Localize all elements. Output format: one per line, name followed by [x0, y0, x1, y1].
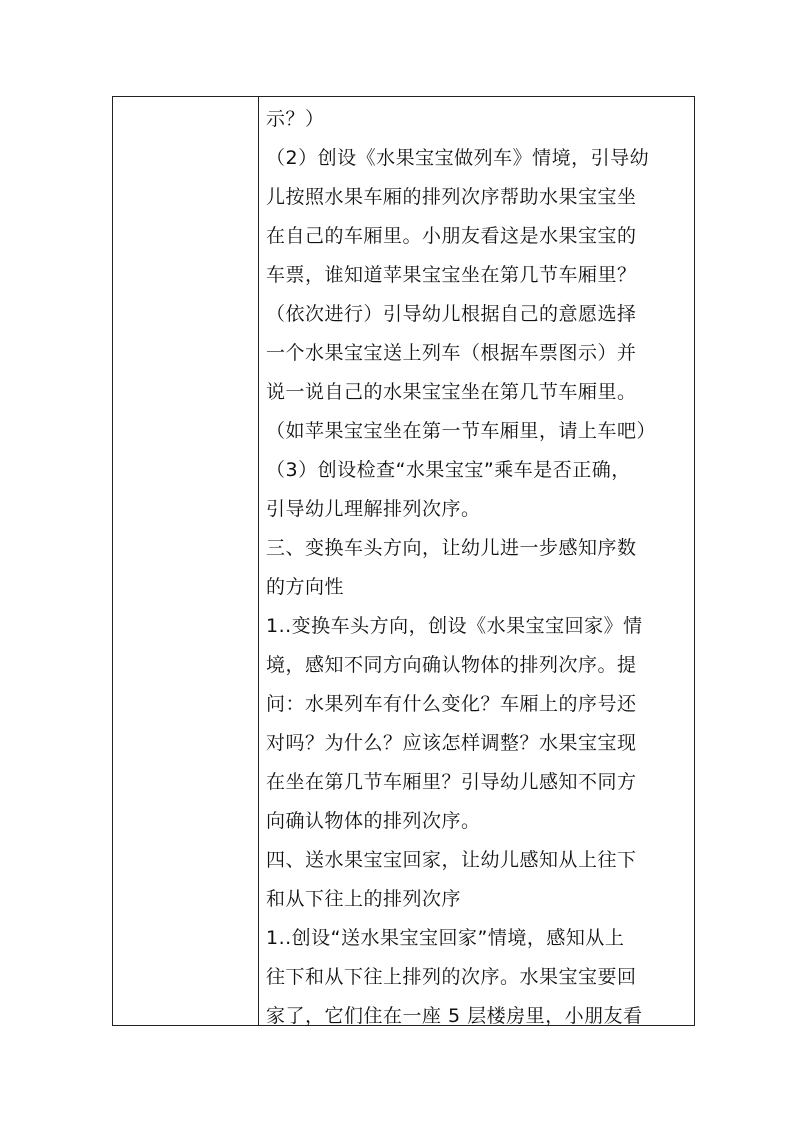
- text-line: 示？）: [266, 108, 325, 130]
- section-heading: 和从下往上的排列次序: [266, 888, 462, 910]
- text-line: 儿按照水果车厢的排列次序帮助水果宝宝坐: [266, 186, 637, 208]
- text-line: （3）创设检查“水果宝宝”乘车是否正确，: [266, 459, 631, 481]
- text-line: 1..变换车头方向，创设《水果宝宝回家》情: [266, 615, 643, 637]
- text-line: （依次进行）引导幼儿根据自己的意愿选择: [266, 303, 637, 325]
- text-line: 对吗？为什么？应该怎样调整？水果宝宝现: [266, 732, 637, 754]
- text-line: 问：水果列车有什么变化？车厢上的序号还: [266, 693, 637, 715]
- text-line: （2）创设《水果宝宝做列车》情境，引导幼: [266, 147, 650, 169]
- text-line: 一个水果宝宝送上列车（根据车票图示）并: [266, 342, 637, 364]
- text-line: 往下和从下往上排列的次序。水果宝宝要回: [266, 966, 637, 988]
- text-line: 境，感知不同方向确认物体的排列次序。提: [266, 654, 637, 676]
- text-line: 引导幼儿理解排列次序。: [266, 498, 481, 520]
- table-left-column: [113, 97, 259, 1025]
- section-heading: 三、变换车头方向，让幼儿进一步感知序数: [266, 537, 637, 559]
- section-heading: 四、送水果宝宝回家，让幼儿感知从上往下: [266, 849, 637, 871]
- text-line: 1..创设“送水果宝宝回家”情境，感知从上: [266, 927, 625, 949]
- text-line: 向确认物体的排列次序。: [266, 810, 481, 832]
- text-line: （如苹果宝宝坐在第一节车厢里，请上车吧）: [266, 420, 657, 442]
- lesson-text: [266, 100, 688, 1036]
- text-line: 在自己的车厢里。小朋友看这是水果宝宝的: [266, 225, 637, 247]
- section-heading: 的方向性: [266, 576, 345, 598]
- text-line: 车票，谁知道苹果宝宝坐在第几节车厢里？: [266, 264, 637, 286]
- lesson-table: [112, 96, 695, 1026]
- table-right-column: [259, 97, 695, 1025]
- text-line: 说一说自己的水果宝宝坐在第几节车厢里。: [266, 381, 637, 403]
- text-line: 家了，它们住在一座 5 层楼房里，小朋友看: [266, 1005, 643, 1027]
- text-line: 在坐在第几节车厢里？引导幼儿感知不同方: [266, 771, 637, 793]
